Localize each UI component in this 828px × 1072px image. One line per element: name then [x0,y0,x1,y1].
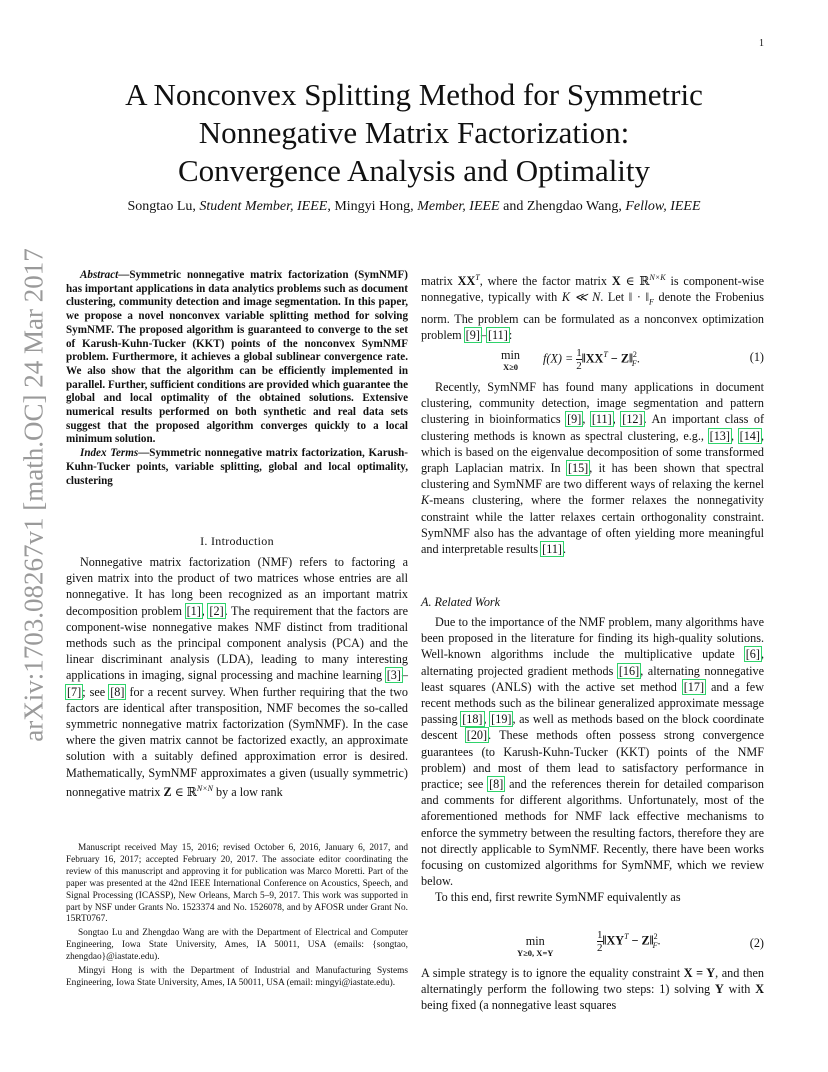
right-para-2 [421,379,764,557]
citation-link[interactable]: [11] [487,328,508,343]
right-para-3 [421,614,764,906]
author-3-role: Fellow, IEEE [625,199,701,214]
text-run: . These methods often possess strong convergence guarantees (to Karush-Kuhn-Tucker (KKT) points of the NMF problem) and most of them lead to satisfactory performance in practice; see [421,728,764,792]
citation-link[interactable]: [9] [567,412,582,427]
left-column [66,269,408,488]
math-symbol: ‖XX [581,351,604,366]
citation-link[interactable]: [17] [683,679,705,694]
title-line-1: A Nonconvex Splitting Method for Symmetric [125,77,703,112]
text-run: , alternating projected gradient methods [421,647,764,678]
text-run: Due to the importance of the NMF problem, many algorithms have been proposed in the literature for finding its high-quality solutions. Well-known algorithms include the multiplicative update [421,615,764,662]
text-run: with [723,982,756,997]
text-run: being fixed (a nonnegative least squares [421,998,617,1013]
arxiv-identifier: arXiv:1703.08267v1 [math.OC] 24 Mar 2017 [18,248,49,742]
denominator: 2 [576,360,582,372]
text-run: , which is based on the eigenvalue decomposition of some transformed graph Laplacian matrix. In [421,428,765,476]
right-para-1 [421,270,764,343]
right-column-top [421,270,764,343]
text-run: Recently, SymNMF has found many applications in document clustering, community detection, image segmentation and pattern clustering in bioinformatics [421,380,764,427]
title-line-3: Convergence Analysis and Optimality [177,153,651,188]
author-3: and Zhengdao Wang, [503,199,622,214]
citation-link[interactable]: [14] [739,428,760,443]
text-run: , [483,712,491,727]
math-symbol: T [475,273,480,282]
text-run: , and then alternatingly perform the following two steps: 1) solving [421,966,764,997]
abstract [66,269,408,447]
text-run: denote the Frobenius norm. The problem can be formulated as a nonconvex optimization problem [421,290,764,343]
section-heading-introduction: I. Introduction [200,534,274,548]
text-run: -means clustering, where the former relaxes the nonnegativity constraint while the latter relaxes certain orthogonality constraint. SymNMF also has the advantage of often yielding more meaningful and interpretable results [421,493,764,557]
min-operator: min [501,348,520,362]
text-run: and a few recent methods such as the bilinear generalized approximate message passing [421,679,765,727]
numerator: 1 [576,347,582,359]
citation-link[interactable]: [12] [622,412,643,427]
math-symbol: N×N [196,783,213,793]
math-symbol: − Z‖ [607,351,633,366]
equation-1 [421,344,764,374]
math-symbol: ∈ ℝ [171,784,197,799]
text-run: . Let ‖ · ‖ [600,290,649,305]
citation-link[interactable]: [13] [709,428,730,443]
text-run: , as well as methods based on the block coordinate descent [421,712,765,743]
math-symbol: X = Y [683,966,716,980]
citation-link[interactable]: [19] [491,712,512,727]
text-run: for a recent survey. When further requiring that the two factors are identical after transposition, NMF becomes the so-called symmetric nonnegative matrix factorization (SymNMF). In the case where the given matrix cannot be factorized exactly, an approximate solution with a suitably defined approximation error is desired. Mathematically, SymNMF approximates a given (usually symmetric) nonnegative matrix [66,684,408,799]
min-operator: min [525,934,545,948]
citation-link[interactable]: [7] [67,684,82,699]
paper-title [60,76,768,190]
text-run: , [730,428,739,443]
index-terms-text: —Symmetric nonnegative matrix factorization, Karush-Kuhn-Tucker points, variable splitting, global and local optimality, clustering [66,447,408,487]
paragraph [421,379,764,557]
text-run: Nonnegative matrix factorization (NMF) refers to factoring a given matrix into the product of two matrices whose entries are all nonnegative. It has long been recognized as an important matrix decomposition problem [66,555,408,618]
citation-link[interactable]: [6] [745,647,760,662]
paragraph: To this end, first rewrite SymNMF equivalently as [435,890,681,905]
right-para-5 [421,965,764,1014]
math-symbol: ‖XY [602,933,625,948]
math-symbol: − Z‖ [628,933,654,948]
math-symbol: . [657,933,661,948]
citation-link[interactable]: [9] [465,328,480,343]
min-subscript: Y≥0, X=Y [517,948,554,958]
citation-link[interactable]: [8] [489,777,504,792]
text-run: , [612,412,622,427]
text-run: is component-wise nonnegative, typically with [421,274,764,305]
footnote-affiliation-2: Mingyi Hong is with the Department of Industrial and Manufacturing Systems Engineering, Iowa State University, Ames, IA 50011, USA (email: mingyi@iastate.edu). [66,966,408,988]
text-run: : [508,328,513,343]
text-run: ; see [82,684,110,699]
eq2-expression: $\frac{1}{2}$ $‖XY^T$ − Z‖$^2_F$. [597,929,661,954]
text-run: matrix [421,274,458,289]
equation-number: (1) [749,350,764,364]
math-symbol: Y [715,982,724,997]
citation-link[interactable]: [11] [542,542,562,557]
equation-number: (2) [749,936,764,950]
math-symbol: XX [457,274,476,289]
intro-para-1 [66,554,408,800]
text-run: . [563,542,567,557]
abstract-text: —Symmetric nonnegative matrix factorization (SymNMF) has important applications in data analytics problems such as document clustering, community detection and image segmentation. In this paper, we propose a novel nonconvex variable splitting method for solving SymNMF. The proposed algorithm is guaranteed to converge to the set of Karush-Kuhn-Tucker (KKT) points of the nonconvex SymNMF problem. Furthermore, it achieves a global sublinear convergence rate. We also show that the algorithm can be efficiently implemented in parallel. Further, sufficient conditions are provided which guarantee the global and local optimality of the obtained solutions. Extensive numerical results performed on both synthetic and real data sets suggest that the proposed algorithm converges quickly to a local minimum solution. [66,269,408,446]
text-run: , where the factor matrix [479,274,612,289]
author-2: , Mingyi Hong, [327,199,414,214]
text-run: . The requirement that the factors are component-wise nonnegative makes NMF distinct from traditional methods such as the principal component analysis (PCA) and the linear discriminant analysis (LDA), leading to many interesting applications in imaging, signal processing and machine learning [66,603,409,683]
citation-link[interactable]: [8] [110,684,125,699]
math-symbol: F [649,297,654,307]
author-1-role: Student Member, IEEE [199,199,328,214]
text-run: , [582,412,591,427]
author-2-role: Member, IEEE [417,199,500,214]
abstract-label: Abstract [80,269,119,281]
denominator: 2 [597,942,603,954]
text-run: – [480,328,487,343]
arxiv-sidebar [14,235,54,755]
math-symbol: X [611,274,621,289]
citation-link[interactable]: [11] [591,412,612,427]
citation-link[interactable]: [16] [618,663,640,678]
citation-link[interactable]: [3] [386,668,401,683]
index-terms [66,447,408,488]
math-symbol: . [636,351,640,366]
min-subscript: X≥0 [502,362,519,372]
eq1-expression: f(X) = $\frac{1}{2}$ $‖XX^T$ − Z‖$^2_F$. [543,347,640,372]
citation-link[interactable]: [2] [209,603,224,618]
citation-link[interactable]: [18] [462,712,483,727]
eq1-min [501,348,520,371]
citation-link[interactable]: [15] [567,461,589,476]
paragraph [421,965,764,1014]
footnote-manuscript: Manuscript received May 15, 2016; revised October 6, 2016, January 6, 2017, and February 16, 2017; accepted February 20, 2017. The associate editor coordinating the review of this manuscript and approving it for publication was Marco Moretti. Part of the paper was presented at the 42nd IEEE International Conference on Acoustics, Speech, and Signal Processing (ICASSP), New Orleans, March 5–9, 2017. This work was supported in part by NSF under Grants No. 1523374 and No. 1526078, and by AFOSR under Grant No. 15RT0767. [66,843,408,925]
numerator: 1 [597,929,603,941]
author-line [60,199,768,215]
math-symbol: Z [163,784,172,799]
index-terms-label: Index Terms [80,447,139,460]
author-1: Songtao Lu, [127,199,196,214]
text-run: – [401,668,408,683]
text-run: , alternating nonnegative least squares (ANLS) with the active set method [421,663,764,694]
text-run: by a low rank [212,784,283,799]
citation-link[interactable]: [1] [186,603,201,618]
text-run: ∈ ℝ [620,274,650,289]
title-line-2: Nonnegative Matrix Factorization: [198,115,630,150]
citation-link[interactable]: [20] [466,728,488,743]
page-number: 1 [759,38,764,49]
footnote-affiliation-1: Songtao Lu and Zhengdao Wang are with the Department of Electrical and Computer Engineering, Iowa State University, Ames, IA 50011, USA (emails: {songtao, zhengdao}@iastate.edu). [66,928,408,963]
math-symbol: X [755,982,764,997]
footnotes [66,843,408,992]
equation-2 [421,928,764,960]
text-run: . An important class of clustering methods is known as spectral clustering, e.g., [421,412,765,443]
text-run: , it has been shown that spectral clustering and SymNMF are two different ways of relaxing the kernel [421,461,764,492]
math-symbol: N×K [649,273,666,282]
math-symbol: K ≪ N [561,290,601,305]
text-run: and the references therein for detailed comparison and comments for different algorithms. Unfortunately, most of the aforementioned methods for NMF lack effective mechanisms to enforce the symmetry between the resulting factors, therefore they are not directly applicable to SymNMF. Recently, there have been works focusing on customized algorithms for SymNMF, which we review below. [421,777,764,889]
subsection-heading-related-work: A. Related Work [421,595,501,609]
text-run: A simple strategy is to ignore the equality constraint [421,966,684,980]
paragraph [421,614,764,889]
math-symbol: f(X) = [543,351,577,366]
eq2-min [517,934,553,957]
introduction-paragraph [66,554,408,800]
text-run: , [201,603,209,618]
math-symbol: K [421,493,430,508]
